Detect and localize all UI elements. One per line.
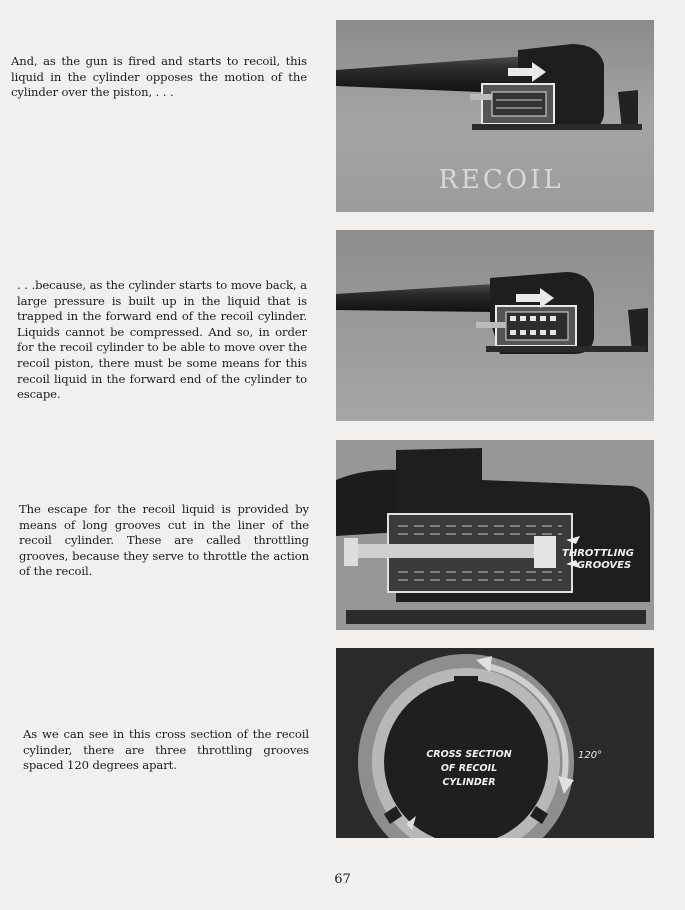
paragraph-cross-section: As we can see in this cross section of the recoil cylinder, there are three throttling grooves spaced 120 degrees apart. — [23, 727, 309, 773]
page-number: 67 — [334, 872, 351, 887]
recoil-piston — [534, 536, 556, 568]
figure-throttling-panel — [336, 440, 654, 630]
figure-pressure-panel — [336, 230, 654, 421]
angle-label: 120° — [578, 750, 603, 761]
paragraph-pressure: . . .because, as the cylinder starts to move back, a large pressure is built up in the liquid that is trapped in the forward end of the recoil cylinder. Liquids cannot be compressed. And so, in order for the recoil cylinder to be able to move over the recoil piston, there must be some means for this recoil liquid in the forward end of the cylinder to escape. — [17, 278, 307, 402]
paragraph-escape: The escape for the recoil liquid is provided by means of long grooves cut in the liner of the recoil cylinder. These are called throttling grooves, because they serve to throttle the action of the recoil. — [19, 502, 309, 579]
throttling-label-line-1: THROTTLING — [562, 548, 634, 559]
paragraph-recoil-motion: And, as the gun is fired and starts to recoil, this liquid in the cylinder opposes the motion of the cylinder over the piston, . . . — [11, 54, 307, 100]
cross-section-line-1: CROSS SECTION — [426, 749, 512, 760]
figure-cross-section-panel — [336, 648, 654, 838]
throttling-label-line-2: GROOVES — [576, 560, 632, 571]
cross-section-line-2: OF RECOIL — [440, 763, 498, 774]
piston-rod — [348, 544, 548, 558]
figure-recoil-panel — [336, 20, 654, 212]
recoil-title: RECOIL — [438, 165, 564, 195]
cross-section-line-3: CYLINDER — [442, 777, 496, 788]
